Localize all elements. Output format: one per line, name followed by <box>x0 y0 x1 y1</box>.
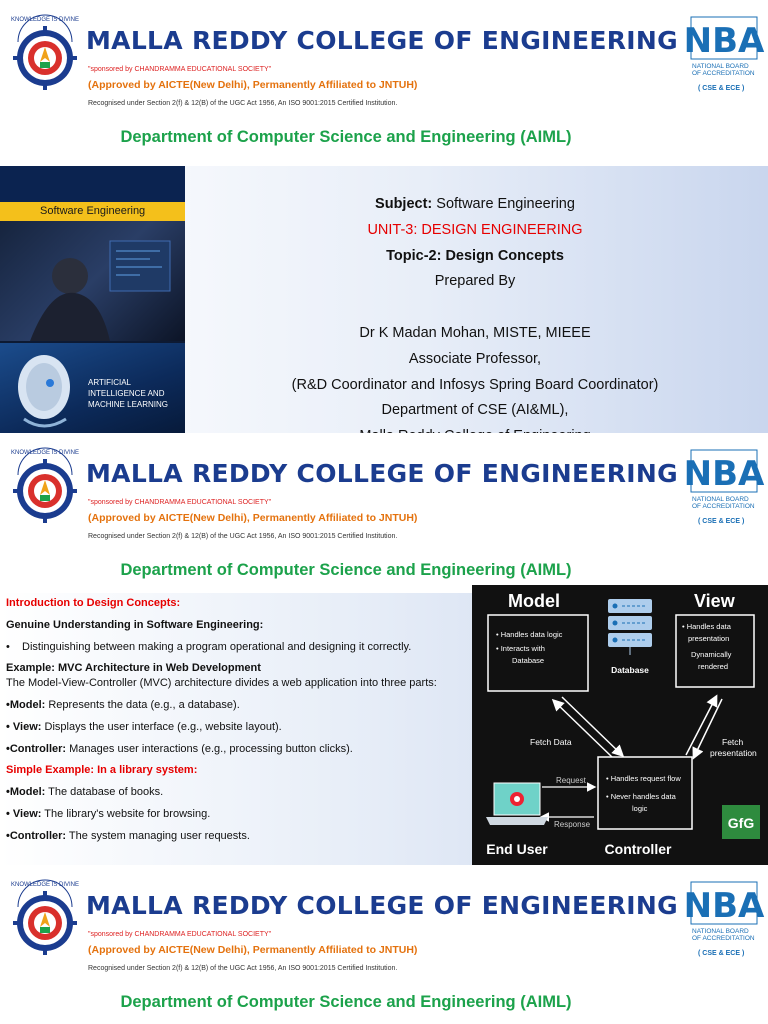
response-label: Response <box>554 820 591 829</box>
author-roles: (R&D Coordinator and Infosys Spring Board Coordinator) <box>291 376 659 393</box>
controller-item: • Never handles data <box>606 792 676 801</box>
example-heading: Example: MVC Architecture in Web Development <box>6 662 261 674</box>
svg-text:KNOWLEDGE IS DIVINE: KNOWLEDGE IS DIVINE <box>10 882 80 888</box>
nba-badge <box>683 449 765 537</box>
nba-badge <box>683 881 765 969</box>
controller-title: Controller <box>604 841 672 857</box>
model-title: Model <box>508 591 560 611</box>
svg-text:KNOWLEDGE IS DIVINE: KNOWLEDGE IS DIVINE <box>10 17 80 23</box>
author-designation: Associate Professor, <box>408 350 542 367</box>
bullet-item: • Distinguishing between making a program operational and designing it correctly. <box>6 641 412 653</box>
svg-text:NBA: NBA <box>683 886 765 926</box>
simple-example-heading: Simple Example: In a library system: <box>6 764 198 776</box>
library-controller: •Controller: The system managing user requests. <box>6 830 250 842</box>
college-name: MALLA REDDY COLLEGE OF ENGINEERING <box>86 459 678 488</box>
cover-ai-panel <box>0 343 185 433</box>
view-item: • Handles data <box>682 622 731 631</box>
slide-title <box>0 0 768 433</box>
end-user-label: End User <box>486 841 548 857</box>
mvc-intro: The Model-View-Controller (MVC) architecture divides a web application into three parts: <box>6 677 437 689</box>
model-item: • Interacts with <box>496 644 545 653</box>
nba-branches: ( CSE & ECE ) <box>698 518 745 525</box>
sponsor-line: "sponsored by CHANDRAMMA EDUCATIONAL SOCIETY" <box>88 499 272 506</box>
department-title: Department of Computer Science and Engineering (AIML) <box>120 561 572 579</box>
college-seal-logo <box>12 877 78 959</box>
model-item: • Handles data logic <box>496 630 563 639</box>
library-model: •Model: The database of books. <box>6 786 164 798</box>
database-label: Database <box>611 665 649 675</box>
recognition-line: Recognised under Section 2(f) & 12(B) of the UGC Act 1956, An ISO 9001:2015 Certified Institution. <box>88 965 398 972</box>
request-label: Request <box>556 776 586 785</box>
prepared-by: Prepared By <box>434 273 516 290</box>
nba-name: NATIONAL BOARD OF ACCREDITATION <box>692 928 755 942</box>
nba-branches: ( CSE & ECE ) <box>698 950 745 957</box>
laptop-icon <box>486 783 548 825</box>
controller-definition: •Controller: Manages user interactions (e.g., processing button clicks). <box>6 743 353 755</box>
view-item: rendered <box>698 662 729 671</box>
cover-photo <box>0 221 185 341</box>
understanding-heading: Genuine Understanding in Software Engineering: <box>6 619 264 631</box>
approval-line: (Approved by AICTE(New Delhi), Permanently Affiliated to JNTUH) <box>88 944 418 956</box>
fetch-presentation-label: Fetch <box>722 737 744 747</box>
department-title: Department of Computer Science and Engineering (AIML) <box>120 993 572 1011</box>
svg-text:NBA: NBA <box>683 21 765 61</box>
mvc-diagram <box>472 585 768 866</box>
model-item: Database <box>512 656 545 665</box>
database-icon <box>608 599 652 655</box>
nba-logo <box>683 16 765 61</box>
nba-name: NATIONAL BOARD OF ACCREDITATION <box>692 496 755 510</box>
topic-title: Topic-2: Design Concepts <box>386 247 564 264</box>
college-seal-logo <box>12 445 78 527</box>
model-box <box>488 615 588 691</box>
view-item: presentation <box>688 634 730 643</box>
controller-item: logic <box>632 804 648 813</box>
cover-subtitle: ARTIFICIAL INTELLIGENCE AND MACHINE LEARNING <box>88 378 169 409</box>
slide-header <box>0 865 768 990</box>
svg-text:NBA: NBA <box>683 454 765 494</box>
model-definition: •Model: Represents the data (e.g., a database). <box>6 699 240 711</box>
slide-header <box>0 0 768 125</box>
nba-badge <box>683 16 765 104</box>
author-name: Dr K Madan Mohan, MISTE, MIEEE <box>359 324 591 341</box>
view-item: Dynamically <box>691 650 732 659</box>
nba-branches: ( CSE & ECE ) <box>698 85 745 92</box>
intro-heading: Introduction to Design Concepts: <box>6 597 181 609</box>
department-title: Department of Computer Science and Engineering (AIML) <box>120 128 572 146</box>
title-block <box>190 192 760 450</box>
title-slide-body <box>0 166 768 433</box>
fetch-presentation-label: presentation <box>710 748 757 758</box>
subject-line <box>190 192 760 218</box>
fetch-presentation-arrow <box>686 697 716 755</box>
sponsor-line: "sponsored by CHANDRAMMA EDUCATIONAL SOCIETY" <box>88 66 272 73</box>
slide-design-concepts <box>0 433 768 865</box>
svg-text:KNOWLEDGE IS DIVINE: KNOWLEDGE IS DIVINE <box>10 450 80 456</box>
unit-title: UNIT-3: DESIGN ENGINEERING <box>367 221 583 238</box>
view-definition: • View: Displays the user interface (e.g., website layout). <box>6 721 282 733</box>
approval-line: (Approved by AICTE(New Delhi), Permanently Affiliated to JNTUH) <box>88 512 418 524</box>
subject-value: Software Engineering <box>436 196 575 212</box>
fetch-data-arrow <box>554 701 612 757</box>
approval-line: (Approved by AICTE(New Delhi), Permanently Affiliated to JNTUH) <box>88 79 418 91</box>
controller-item: • Handles request flow <box>606 774 681 783</box>
view-title: View <box>694 591 735 611</box>
author-department: Department of CSE (AI&ML), <box>381 402 569 419</box>
library-view: • View: The library's website for browsing. <box>6 808 211 820</box>
book-cover-image <box>0 166 185 433</box>
content-body <box>0 593 768 865</box>
nba-logo <box>683 881 765 926</box>
college-seal-logo <box>12 12 78 94</box>
sponsor-line: "sponsored by CHANDRAMMA EDUCATIONAL SOCIETY" <box>88 931 272 938</box>
nba-logo <box>683 449 765 494</box>
slide-header <box>0 433 768 558</box>
cover-title: Software Engineering <box>40 205 146 217</box>
nba-name: NATIONAL BOARD OF ACCREDITATION <box>692 63 755 77</box>
slide-next <box>0 865 768 1024</box>
robot-head-icon <box>4 349 84 433</box>
gfg-logo-text: GfG <box>727 815 755 831</box>
subject-label: Subject: <box>375 196 433 212</box>
fetch-data-label: Fetch Data <box>530 737 572 747</box>
college-name: MALLA REDDY COLLEGE OF ENGINEERING <box>86 26 678 55</box>
recognition-line: Recognised under Section 2(f) & 12(B) of the UGC Act 1956, An ISO 9001:2015 Certified Institution. <box>88 533 398 540</box>
college-name: MALLA REDDY COLLEGE OF ENGINEERING <box>86 891 678 920</box>
recognition-line: Recognised under Section 2(f) & 12(B) of the UGC Act 1956, An ISO 9001:2015 Certified Institution. <box>88 100 398 107</box>
